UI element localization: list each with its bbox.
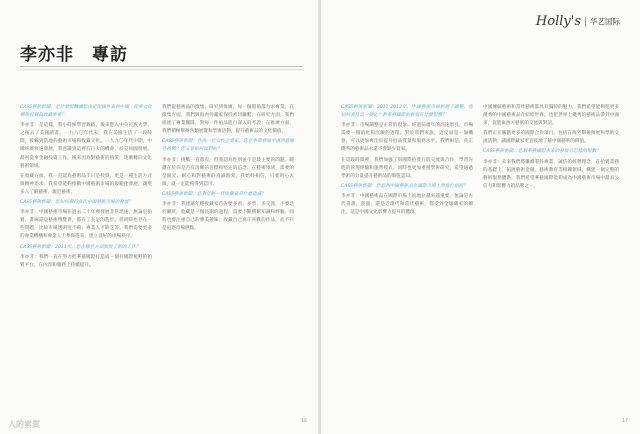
right-column-2	[483, 104, 619, 394]
interview-answer: 在收藏方面，我一直認為藝術品不只是投資，更是一種生活方式與精神追求。我希望能夠推動中國藝術市場的規範化發展，讓更多人了解藝術、親近藝術。	[20, 173, 152, 195]
interview-question: CASS藝術新聞：您如何看待當代中國藝術市場的發展？	[20, 200, 134, 206]
interview-answer: 中國傳統藝術和當代藝術都具有獨特的魅力，我們希望能夠把更多優秀的中國藝術品介紹給世界，也把世界上優秀的藝術品帶到中國來，促進東西方藝術的交流與對話。	[483, 105, 619, 127]
page-title: 李亦非 專訪	[20, 45, 128, 65]
page-number-left: 16	[301, 419, 307, 424]
interview-answer: 在這段時間裡，我們加強了與國際拍賣行的交流與合作，學習先進的管理經驗和運營模式。同時也更加重視學術研究，希望通過學術的力量提升藝術品的價值認知。	[341, 157, 473, 179]
interview-question: CASS藝術新聞：2011年，您在哪些方面開展了新的工作？	[20, 244, 141, 250]
interview-question: CASS藝術新聞：您認為中國藝術品在國際市場上的地位如何？	[341, 183, 468, 189]
interview-question: CASS藝術新聞：作為一位女性企業家，您在事業發展中遇到過哪些挑戰？您又是如何面對的？	[162, 139, 294, 153]
brand-logo	[536, 14, 620, 29]
interview-answer: 李亦非：挑戰一直都有，但我認為性別並不是最主要的問題。關鍵在於你是否有清晰的目標和堅定的信念。在藝術領域，需要的是眼光、耐心和對藝術的真誠熱愛。我始終相信，只要用心去做，就一定能夠得到認可。	[162, 157, 294, 187]
left-page	[0, 0, 319, 434]
interview-answer: 李亦非：未來我們將繼續秉持專業、誠信的經營理念，在拍賣業務的基礎上，拓展藝術金融、藝術教育等相關領域，構建一個完整的藝術服務體系。我們希望華藝國際能夠成為中國藝術市場中最具公信力和影響力的品牌之一。	[483, 159, 619, 189]
title-rule-secondary	[20, 69, 303, 70]
interview-answer: 李亦非：是這樣，我小時候學習舞蹈，後來進入中央民族大學，之後去了美國讀書。一九八〇年代末，我在美國生活了一段時間，接觸到當地的藝術市場和收藏文化。一九九〇年代中期，中國經濟快速發展，我意識到這裡有巨大的機會，於是回國發展。最初從事金融投資工作，後來因為對藝術的熱愛，逐漸轉向文化藝術領域。	[20, 123, 152, 169]
logo-divider	[585, 17, 586, 27]
interview-answer: 李亦非：我建議年輕收藏家首先要多看、多學、多交流，不要急於購買。收藏是一個長期的過程，需要不斷積累知識和經驗。同時也要注重自己的審美趣味，收藏自己真正喜歡的作品，而不只是追逐市場熱點。	[162, 202, 294, 232]
page-number-right: 17	[622, 419, 628, 424]
interview-question: CASS藝術新聞：您對華藝國際未來的發展有怎樣的規劃？	[483, 149, 601, 155]
watermark: 人的素質	[8, 420, 40, 429]
interview-question: CASS藝術新聞：您對年輕一代收藏家有什麼建議？	[162, 191, 266, 197]
interview-question: CASS藝術新聞：是什麼契機讓您決定從國外來到中國，從事文化藝術投資與收藏事業？	[20, 105, 152, 119]
right-column-1	[341, 104, 473, 394]
interview-question: CASS藝術新聞：2011-2012年，中國藝術市場經歷了調整，您如何看待這一變化？對華藝國際的發展有什麼影響？	[341, 105, 473, 119]
left-column-1	[20, 104, 152, 394]
title-rule	[20, 66, 303, 67]
interview-answer: 李亦非：我們一直在努力把華藝國際打造成一個有國際視野的拍賣平台，在內容和服務上持續提升。	[20, 254, 152, 268]
interview-answer: 李亦非：市場調整是正常的現象。經過前幾年的高速增長，市場需要一個消化和沉澱的過程。對於我們來說，這反而是一個機會，可以更加專注於提升拍品質量和服務水平。我們相信，真正優秀的藝術品永遠不會缺少買家。	[341, 123, 473, 153]
interview-answer: 李亦非：中國藝術市場在過去二十年裡發展非常迅速，無論是拍賣、畫廊還是藝術博覽會，都有了長足的進步。但同時也存在一些問題，比如市場透明度不夠、專業人才缺乏等。我們需要更多的專業機構和專業人士參與進來，建立良好的市場秩序。	[20, 210, 152, 240]
interview-answer: 我們正在籌劃更多的國際合作項目，包括在海外舉辦預展和學術交流活動，讓國際藏家更直接地了解中國藝術的價值。	[483, 131, 619, 145]
interview-answer: 李亦非：中國藝術品在國際市場上的地位越來越重要。無論是古代書畫、瓷器，還是近現代和當代藝術，都受到全球藏家的關注。這是中國文化影響力提升的體現。	[341, 193, 473, 216]
left-column-2	[162, 104, 294, 394]
logo-name: 华艺国际	[590, 17, 620, 26]
logo-wordmark: Holly's	[535, 14, 581, 29]
interview-answer: 我們從藝術品的徵集、研究到推廣，每一個環節都力求專業。在徵集方面，我們與海內外藏家保持密切聯繫；在研究方面，我們組建了專業團隊，對每一件拍品進行深入的考證；在推廣方面，我們積極舉辦各類展覽和學術活動，提升藝術品的文化價值。	[162, 105, 294, 135]
right-page	[321, 0, 640, 434]
